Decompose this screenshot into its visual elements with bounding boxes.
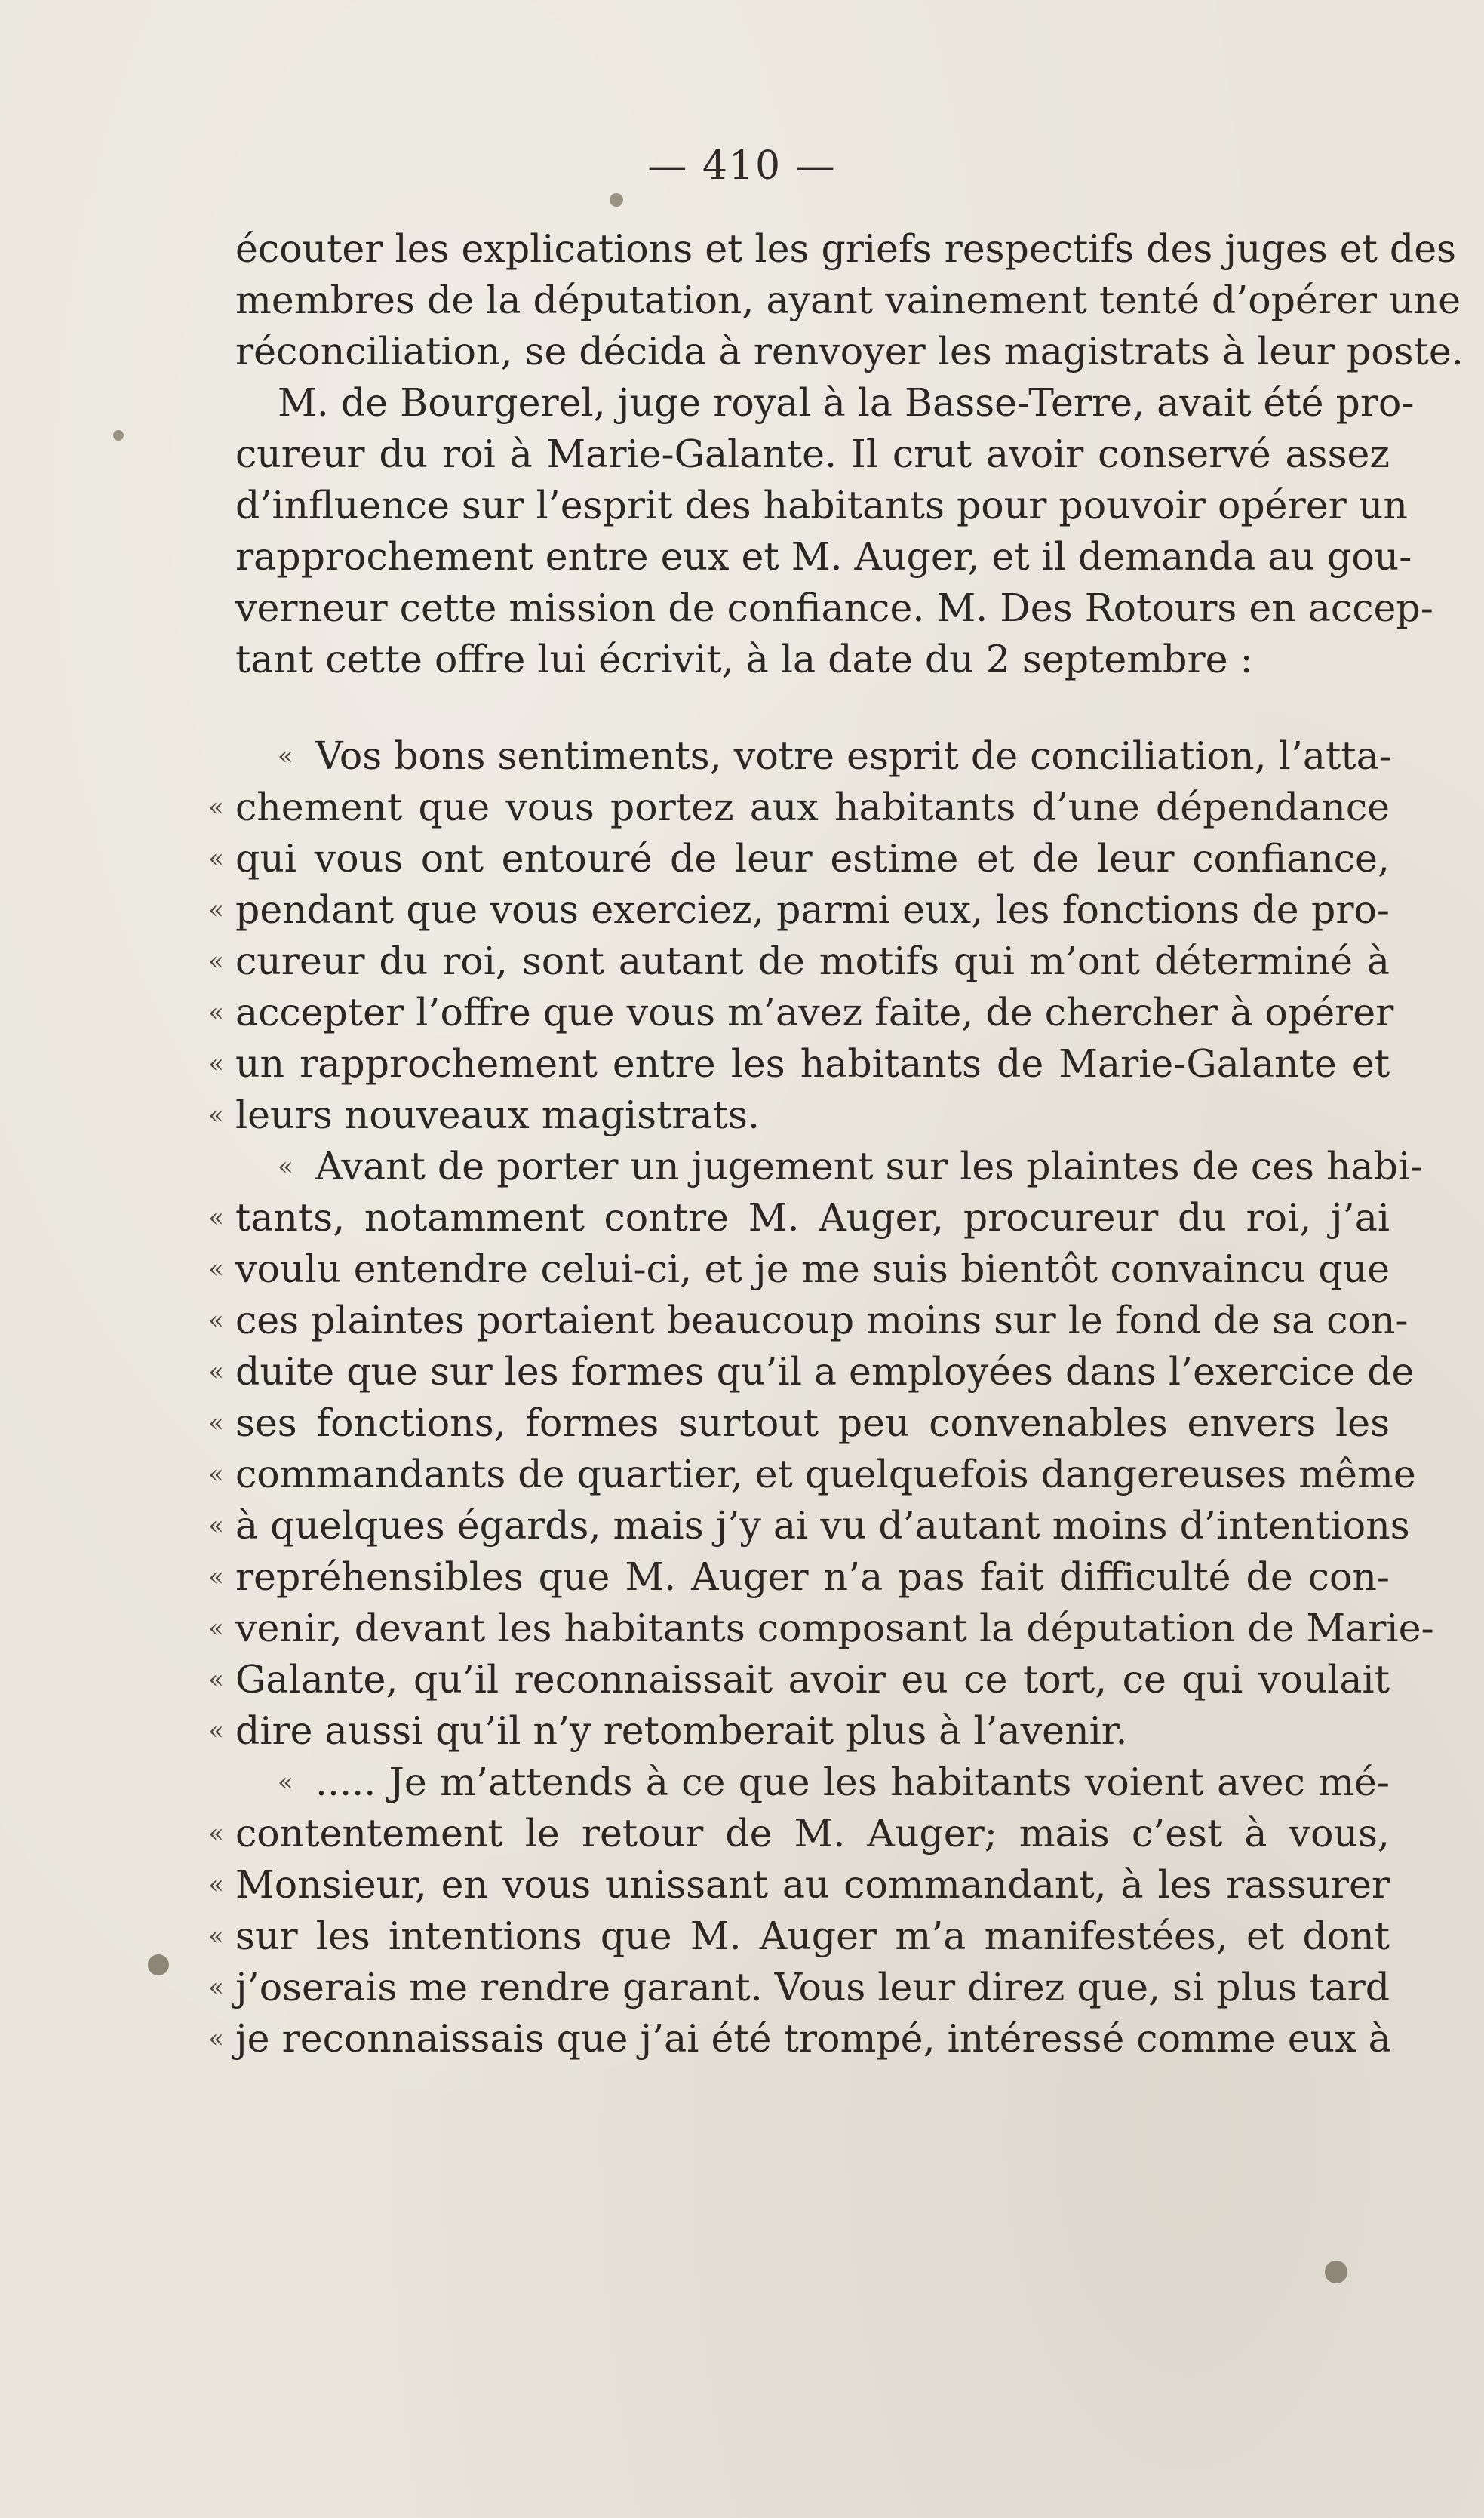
quote-mark: « [208,998,224,1028]
text-line: écouter les explications et les griefs respectifs des juges et des [235,226,1457,271]
text-line: membres de la députation, ayant vainement tenté d’opérer une [235,278,1461,322]
quote-text: leurs nouveaux magistrats. [235,1093,760,1137]
quote-mark: « [208,1870,224,1900]
quote-line [208,2013,1391,2065]
quote-mark: « [208,1049,224,1079]
quote-text: Monsieur, en vous unissant au commandant, à les rassurer [235,1862,1390,1907]
quote-mark: « [208,1100,224,1130]
quote-mark: « [208,1716,224,1746]
quote-line [208,1038,1390,1090]
quote-text: accepter l’offre que vous m’avez faite, de chercher à opérer [235,990,1394,1035]
quote-line [235,1757,1390,1808]
quote-text: ses fonctions, formes surtout peu convenables envers les [235,1400,1390,1445]
text-line: tant cette offre lui écrivit, à la date du 2 septembre : [235,637,1253,681]
quote-mark: « [208,2024,224,2054]
text-line: verneur cette mission de confiance. M. Des Rotours en accep- [235,586,1433,630]
text-line: d’influence sur l’esprit des habitants pour pouvoir opérer un [235,483,1408,527]
quote-line [208,1090,1390,1141]
quote-mark: « [278,741,293,771]
quote-text: ..... Je m’attends à ce que les habitants voient avec mé- [315,1760,1390,1804]
quote-mark: « [208,1459,224,1490]
quote-line [208,1859,1390,1911]
quote-mark: « [208,1511,224,1541]
quote-line [208,1500,1410,1551]
quote-mark: « [208,1972,224,2003]
quote-mark: « [208,946,224,976]
quote-mark: « [208,1408,224,1438]
quote-text: Avant de porter un jugement sur les plaintes de ces habi- [315,1144,1424,1188]
quote-line [208,833,1390,884]
quote-text: j’oserais me rendre garant. Vous leur direz que, si plus tard [235,1965,1390,2009]
quote-text: pendant que vous exerciez, parmi eux, les fonctions de pro- [235,887,1390,932]
quote-mark: « [208,1562,224,1592]
quote-text: repréhensibles que M. Auger n’a pas fait difficulté de con- [235,1554,1390,1599]
quote-line [208,936,1390,987]
quote-text: ces plaintes portaient beaucoup moins sur le fond de sa con- [235,1298,1409,1342]
paragraph-gap [235,685,1390,730]
quote-text: qui vous ont entouré de leur estime et de leur confiance, [235,836,1390,881]
quote-mark: « [208,792,224,822]
foxing-spot [1325,2261,1347,2283]
quote-line [208,782,1390,833]
quote-text: commandants de quartier, et quelquefois dangereuses même [235,1452,1416,1496]
quote-line [235,1141,1424,1192]
quote-mark: « [278,1767,293,1797]
quote-line [208,1962,1390,2013]
quote-text: un rapprochement entre les habitants de Marie-Galante et [235,1041,1390,1086]
quote-text: chement que vous portez aux habitants d’une dépendance [235,785,1390,829]
quote-text: duite que sur les formes qu’il a employées dans l’exercice de [235,1349,1415,1394]
text-line: rapprochement entre eux et M. Auger, et il demanda au gou- [235,534,1412,579]
quote-line [208,1603,1434,1654]
quote-text: Galante, qu’il reconnaissait avoir eu ce tort, ce qui voulait [235,1657,1390,1702]
quote-mark: « [208,1203,224,1233]
foxing-spot [113,430,124,441]
quote-text: cureur du roi, sont autant de motifs qui m’ont déterminé à [235,939,1390,983]
quote-line [208,987,1394,1038]
foxing-spot [148,1954,169,1975]
quote-mark: « [208,895,224,925]
quote-line [235,730,1390,782]
quote-line [208,1705,1390,1757]
quote-mark: « [208,1921,224,1951]
text-line: M. de Bourgerel, juge royal à la Basse-Terre, avait été pro- [278,380,1415,425]
quote-mark: « [208,1613,224,1643]
text-line: cureur du roi à Marie-Galante. Il crut avoir conservé assez [235,432,1390,476]
quote-text: tants, notamment contre M. Auger, procureur du roi, j’ai [235,1195,1390,1240]
quote-line [208,1808,1390,1859]
quote-line [208,1397,1390,1449]
quote-text: contentement le retour de M. Auger; mais c’est à vous, [235,1811,1390,1855]
foxing-spot [610,193,623,207]
quote-line [208,1449,1416,1500]
quote-text: sur les intentions que M. Auger m’a manifestées, et dont [235,1914,1390,1958]
quote-text: dire aussi qu’il n’y retomberait plus à l’avenir. [235,1708,1128,1753]
quote-mark: « [208,1254,224,1284]
quote-mark: « [208,844,224,874]
quote-text: à quelques égards, mais j’y ai vu d’autant moins d’intentions [235,1503,1410,1548]
quote-line [208,1346,1415,1397]
quote-text: je reconnaissais que j’ai été trompé, intéressé comme eux à [235,2016,1391,2061]
body-text [208,223,1464,2065]
quote-mark: « [208,1357,224,1387]
quote-mark: « [208,1665,224,1695]
quote-line [208,1244,1390,1295]
quote-mark: « [208,1305,224,1336]
quote-line [208,1192,1390,1244]
quote-line [208,1654,1390,1705]
quote-line [208,884,1390,936]
quote-mark: « [278,1151,293,1182]
quote-line [208,1911,1390,1962]
text-line: réconciliation, se décida à renvoyer les magistrats à leur poste. [235,329,1464,374]
quote-text: voulu entendre celui-ci, et je me suis bientôt convaincu que [235,1247,1390,1291]
quote-line [208,1551,1390,1603]
page-number: — 410 — [647,143,837,189]
quote-line [208,1295,1409,1346]
quote-text: Vos bons sentiments, votre esprit de conciliation, l’atta- [315,733,1392,778]
quote-mark: « [208,1819,224,1849]
quote-text: venir, devant les habitants composant la députation de Marie- [235,1606,1434,1650]
